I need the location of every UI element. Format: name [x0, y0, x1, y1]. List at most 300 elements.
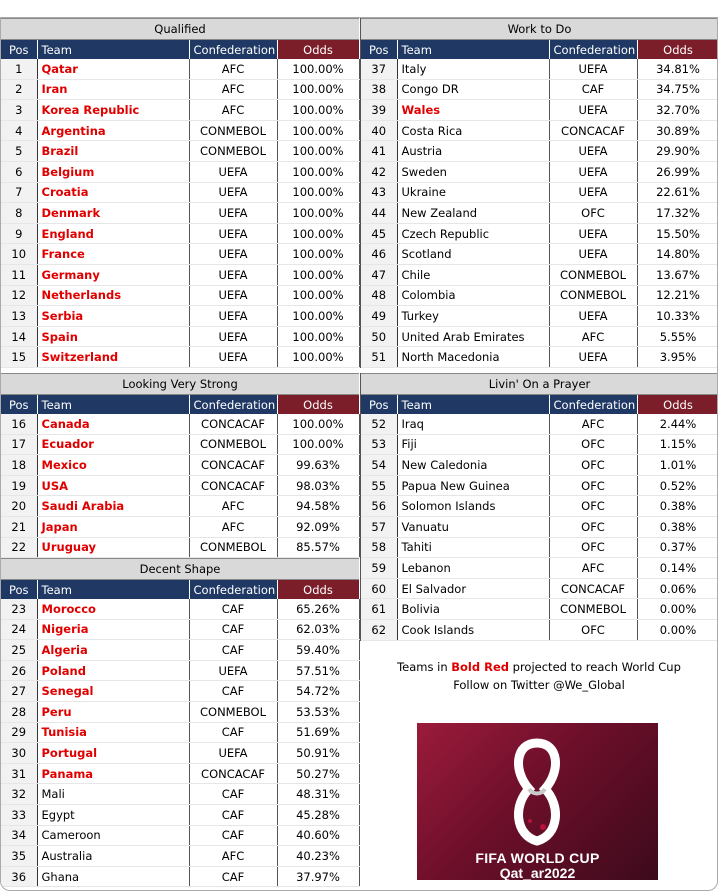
confederation-cell: OFC: [549, 619, 637, 640]
odds-cell: 15.50%: [637, 223, 718, 244]
col-header-team: Team: [37, 40, 189, 59]
confederation-cell: UEFA: [549, 244, 637, 265]
confederation-cell: OFC: [549, 475, 637, 496]
table-row: [1, 347, 359, 368]
team-cell: Colombia: [397, 285, 549, 306]
team-cell: Portugal: [37, 743, 189, 764]
col-header-odds: Odds: [277, 395, 359, 414]
col-header-confederation: Confederation: [549, 40, 637, 59]
table-row: [361, 79, 718, 100]
table-row: [361, 619, 718, 640]
table-row: [361, 558, 718, 579]
confederation-cell: UEFA: [189, 743, 277, 764]
standings-sheet: [0, 17, 718, 891]
confederation-cell: UEFA: [189, 244, 277, 265]
table-row: [361, 347, 718, 368]
odds-cell: 100.00%: [277, 182, 359, 203]
col-header-confederation: Confederation: [189, 40, 277, 59]
table-row: [1, 306, 359, 327]
odds-cell: 50.27%: [277, 763, 359, 784]
team-cell: Serbia: [37, 306, 189, 327]
table-row: [1, 120, 359, 141]
pos-cell: 30: [1, 743, 37, 764]
odds-cell: 85.57%: [277, 537, 359, 558]
pos-cell: 13: [1, 306, 37, 327]
odds-cell: 100.00%: [277, 79, 359, 100]
col-header-team: Team: [397, 395, 549, 414]
team-cell: Ghana: [37, 866, 189, 887]
odds-cell: 0.14%: [637, 558, 718, 579]
odds-cell: 100.00%: [277, 264, 359, 285]
team-cell: Sweden: [397, 161, 549, 182]
panel-qualified: [1, 18, 359, 368]
confederation-cell: CAF: [189, 681, 277, 702]
table-row: [361, 455, 718, 476]
pos-cell: 35: [1, 846, 37, 867]
col-header-confederation: Confederation: [189, 580, 277, 599]
confederation-cell: UEFA: [549, 347, 637, 368]
table-row: [1, 434, 359, 455]
pos-cell: 39: [361, 100, 397, 121]
pos-cell: 40: [361, 120, 397, 141]
team-cell: Germany: [37, 264, 189, 285]
pos-cell: 4: [1, 120, 37, 141]
team-cell: England: [37, 223, 189, 244]
team-cell: Iran: [37, 79, 189, 100]
table-row: [1, 599, 359, 619]
pos-cell: 32: [1, 784, 37, 805]
pos-cell: 52: [361, 414, 397, 434]
col-header-pos: Pos: [361, 395, 397, 414]
confederation-cell: CONCACAF: [189, 475, 277, 496]
table-row: [361, 434, 718, 455]
table-row: [1, 660, 359, 681]
standings-table: [361, 395, 718, 641]
team-cell: Nigeria: [37, 619, 189, 640]
table-row: [1, 681, 359, 702]
header-row: [1, 395, 359, 414]
col-header-team: Team: [37, 580, 189, 599]
confederation-cell: CONMEBOL: [189, 120, 277, 141]
pos-cell: 48: [361, 285, 397, 306]
odds-cell: 1.15%: [637, 434, 718, 455]
table-row: [361, 161, 718, 182]
confederation-cell: UEFA: [189, 285, 277, 306]
confederation-cell: CONMEBOL: [189, 434, 277, 455]
pos-cell: 54: [361, 455, 397, 476]
odds-cell: 100.00%: [277, 141, 359, 162]
odds-cell: 0.52%: [637, 475, 718, 496]
pos-cell: 25: [1, 640, 37, 661]
confederation-cell: OFC: [549, 516, 637, 537]
team-cell: Algeria: [37, 640, 189, 661]
standings-table: [361, 40, 718, 368]
odds-cell: 29.90%: [637, 141, 718, 162]
confederation-cell: UEFA: [189, 161, 277, 182]
team-cell: Czech Republic: [397, 223, 549, 244]
team-cell: USA: [37, 475, 189, 496]
odds-cell: 30.89%: [637, 120, 718, 141]
table-row: [1, 223, 359, 244]
table-row: [361, 578, 718, 599]
pos-cell: 29: [1, 722, 37, 743]
pos-cell: 34: [1, 825, 37, 846]
confederation-cell: AFC: [189, 846, 277, 867]
logo-subtitle: Qat_ar2022: [499, 865, 576, 881]
pos-cell: 62: [361, 619, 397, 640]
table-row: [1, 640, 359, 661]
team-cell: Fiji: [397, 434, 549, 455]
confederation-cell: OFC: [549, 496, 637, 517]
pos-cell: 43: [361, 182, 397, 203]
pos-cell: 41: [361, 141, 397, 162]
odds-cell: 22.61%: [637, 182, 718, 203]
team-cell: Croatia: [37, 182, 189, 203]
team-cell: Cook Islands: [397, 619, 549, 640]
odds-cell: 0.37%: [637, 537, 718, 558]
confederation-cell: AFC: [189, 100, 277, 121]
standings-table: [1, 40, 360, 368]
confederation-cell: CAF: [189, 619, 277, 640]
pos-cell: 45: [361, 223, 397, 244]
confederation-cell: OFC: [549, 203, 637, 224]
pos-cell: 37: [361, 59, 397, 79]
pos-cell: 50: [361, 326, 397, 347]
confederation-cell: CONCACAF: [549, 120, 637, 141]
pos-cell: 31: [1, 763, 37, 784]
odds-cell: 2.44%: [637, 414, 718, 434]
confederation-cell: UEFA: [189, 326, 277, 347]
table-row: [1, 244, 359, 265]
team-cell: Mali: [37, 784, 189, 805]
pos-cell: 18: [1, 455, 37, 476]
col-header-confederation: Confederation: [549, 395, 637, 414]
table-row: [1, 784, 359, 805]
table-row: [361, 516, 718, 537]
col-header-pos: Pos: [1, 580, 37, 599]
odds-cell: 14.80%: [637, 244, 718, 265]
confederation-cell: CAF: [549, 79, 637, 100]
header-row: [1, 580, 359, 599]
pos-cell: 10: [1, 244, 37, 265]
odds-cell: 0.38%: [637, 516, 718, 537]
table-row: [1, 79, 359, 100]
table-row: [1, 825, 359, 846]
table-row: [1, 743, 359, 764]
confederation-cell: UEFA: [549, 100, 637, 121]
legend-post: projected to reach World Cup: [509, 660, 681, 674]
odds-cell: 17.32%: [637, 203, 718, 224]
odds-cell: 100.00%: [277, 203, 359, 224]
odds-cell: 32.70%: [637, 100, 718, 121]
table-row: [1, 701, 359, 722]
table-row: [1, 203, 359, 224]
table-row: [361, 100, 718, 121]
col-header-confederation: Confederation: [189, 395, 277, 414]
confederation-cell: CAF: [189, 722, 277, 743]
table-row: [361, 182, 718, 203]
team-cell: Turkey: [397, 306, 549, 327]
team-cell: Brazil: [37, 141, 189, 162]
odds-cell: 98.03%: [277, 475, 359, 496]
odds-cell: 37.97%: [277, 866, 359, 887]
confederation-cell: AFC: [189, 79, 277, 100]
odds-cell: 1.01%: [637, 455, 718, 476]
table-row: [1, 804, 359, 825]
team-cell: Vanuatu: [397, 516, 549, 537]
table-row: [1, 496, 359, 517]
confederation-cell: CAF: [189, 640, 277, 661]
odds-cell: 100.00%: [277, 347, 359, 368]
odds-cell: 100.00%: [277, 326, 359, 347]
section-title: Looking Very Strong: [1, 373, 359, 395]
team-cell: France: [37, 244, 189, 265]
odds-cell: 100.00%: [277, 414, 359, 434]
team-cell: Spain: [37, 326, 189, 347]
table-row: [361, 599, 718, 620]
table-row: [361, 285, 718, 306]
pos-cell: 2: [1, 79, 37, 100]
confederation-cell: CAF: [189, 866, 277, 887]
team-cell: Panama: [37, 763, 189, 784]
col-header-pos: Pos: [361, 40, 397, 59]
odds-cell: 53.53%: [277, 701, 359, 722]
pos-cell: 59: [361, 558, 397, 579]
confederation-cell: UEFA: [189, 223, 277, 244]
odds-cell: 0.00%: [637, 599, 718, 620]
confederation-cell: CAF: [189, 825, 277, 846]
pos-cell: 28: [1, 701, 37, 722]
pos-cell: 44: [361, 203, 397, 224]
odds-cell: 26.99%: [637, 161, 718, 182]
table-row: [1, 100, 359, 121]
table-row: [361, 59, 718, 79]
team-cell: Tunisia: [37, 722, 189, 743]
section-title: Livin' On a Prayer: [361, 373, 718, 395]
pos-cell: 57: [361, 516, 397, 537]
team-cell: Solomon Islands: [397, 496, 549, 517]
legend-highlight: Bold Red: [451, 660, 509, 674]
table-row: [1, 619, 359, 640]
col-header-odds: Odds: [277, 580, 359, 599]
legend-line-1: [360, 658, 718, 676]
table-row: [1, 455, 359, 476]
logo-title: FIFA WORLD CUP: [475, 850, 600, 866]
confederation-cell: CAF: [189, 784, 277, 805]
standings-table: [1, 580, 360, 887]
team-cell: Ecuador: [37, 434, 189, 455]
table-row: [361, 496, 718, 517]
pos-cell: 21: [1, 516, 37, 537]
odds-cell: 50.91%: [277, 743, 359, 764]
table-row: [1, 516, 359, 537]
odds-cell: 12.21%: [637, 285, 718, 306]
team-cell: Belgium: [37, 161, 189, 182]
team-cell: Tahiti: [397, 537, 549, 558]
team-cell: Korea Republic: [37, 100, 189, 121]
odds-cell: 57.51%: [277, 660, 359, 681]
confederation-cell: OFC: [549, 455, 637, 476]
pos-cell: 12: [1, 285, 37, 306]
odds-cell: 10.33%: [637, 306, 718, 327]
pos-cell: 22: [1, 537, 37, 558]
legend-line-2: Follow on Twitter @We_Global: [453, 678, 625, 692]
team-cell: Mexico: [37, 455, 189, 476]
table-row: [1, 414, 359, 434]
table-row: [1, 722, 359, 743]
odds-cell: 40.60%: [277, 825, 359, 846]
table-row: [1, 182, 359, 203]
team-cell: Poland: [37, 660, 189, 681]
section-title: Decent Shape: [1, 558, 359, 580]
confederation-cell: UEFA: [189, 203, 277, 224]
table-row: [1, 846, 359, 867]
pos-cell: 33: [1, 804, 37, 825]
panel-work-to-do: [360, 18, 718, 368]
col-header-pos: Pos: [1, 395, 37, 414]
pos-cell: 36: [1, 866, 37, 887]
odds-cell: 51.69%: [277, 722, 359, 743]
team-cell: Cameroon: [37, 825, 189, 846]
team-cell: Argentina: [37, 120, 189, 141]
confederation-cell: CAF: [189, 804, 277, 825]
odds-cell: 100.00%: [277, 120, 359, 141]
pos-cell: 55: [361, 475, 397, 496]
pos-cell: 51: [361, 347, 397, 368]
confederation-cell: AFC: [189, 516, 277, 537]
odds-cell: 48.31%: [277, 784, 359, 805]
odds-cell: 0.06%: [637, 578, 718, 599]
col-header-odds: Odds: [637, 395, 718, 414]
team-cell: Iraq: [397, 414, 549, 434]
odds-cell: 100.00%: [277, 223, 359, 244]
team-cell: Canada: [37, 414, 189, 434]
team-cell: Papua New Guinea: [397, 475, 549, 496]
team-cell: Scotland: [397, 244, 549, 265]
confederation-cell: CONMEBOL: [549, 599, 637, 620]
team-cell: Japan: [37, 516, 189, 537]
confederation-cell: OFC: [549, 434, 637, 455]
table-row: [361, 120, 718, 141]
confederation-cell: UEFA: [549, 306, 637, 327]
table-row: [361, 537, 718, 558]
odds-cell: 3.95%: [637, 347, 718, 368]
confederation-cell: UEFA: [549, 161, 637, 182]
confederation-cell: CONCACAF: [189, 414, 277, 434]
odds-cell: 100.00%: [277, 161, 359, 182]
table-row: [1, 866, 359, 887]
pos-cell: 19: [1, 475, 37, 496]
confederation-cell: UEFA: [549, 182, 637, 203]
confederation-cell: CONMEBOL: [189, 537, 277, 558]
table-row: [361, 306, 718, 327]
panel-decent-shape: [1, 558, 359, 887]
odds-cell: 100.00%: [277, 434, 359, 455]
team-cell: New Zealand: [397, 203, 549, 224]
team-cell: Wales: [397, 100, 549, 121]
team-cell: Austria: [397, 141, 549, 162]
team-cell: Morocco: [37, 599, 189, 619]
table-row: [1, 264, 359, 285]
team-cell: Chile: [397, 264, 549, 285]
panel-looking-very-strong: [1, 373, 359, 558]
table-row: [361, 141, 718, 162]
odds-cell: 65.26%: [277, 599, 359, 619]
pos-cell: 24: [1, 619, 37, 640]
team-cell: Denmark: [37, 203, 189, 224]
confederation-cell: CONCACAF: [189, 763, 277, 784]
table-row: [1, 285, 359, 306]
pos-cell: 15: [1, 347, 37, 368]
table-row: [361, 203, 718, 224]
col-header-team: Team: [397, 40, 549, 59]
odds-cell: 13.67%: [637, 264, 718, 285]
confederation-cell: UEFA: [549, 141, 637, 162]
odds-cell: 5.55%: [637, 326, 718, 347]
confederation-cell: UEFA: [189, 660, 277, 681]
legend-note: [360, 658, 718, 694]
table-row: [361, 223, 718, 244]
table-row: [361, 264, 718, 285]
pos-cell: 9: [1, 223, 37, 244]
odds-cell: 59.40%: [277, 640, 359, 661]
col-header-odds: Odds: [637, 40, 718, 59]
col-header-odds: Odds: [277, 40, 359, 59]
confederation-cell: UEFA: [189, 347, 277, 368]
odds-cell: 100.00%: [277, 100, 359, 121]
team-cell: Congo DR: [397, 79, 549, 100]
team-cell: Switzerland: [37, 347, 189, 368]
pos-cell: 49: [361, 306, 397, 327]
odds-cell: 100.00%: [277, 306, 359, 327]
confederation-cell: UEFA: [549, 59, 637, 79]
pos-cell: 60: [361, 578, 397, 599]
pos-cell: 1: [1, 59, 37, 79]
table-row: [1, 326, 359, 347]
pos-cell: 3: [1, 100, 37, 121]
team-cell: Bolivia: [397, 599, 549, 620]
odds-cell: 45.28%: [277, 804, 359, 825]
team-cell: Senegal: [37, 681, 189, 702]
pos-cell: 16: [1, 414, 37, 434]
team-cell: North Macedonia: [397, 347, 549, 368]
confederation-cell: AFC: [189, 59, 277, 79]
confederation-cell: UEFA: [189, 264, 277, 285]
team-cell: Netherlands: [37, 285, 189, 306]
confederation-cell: CONMEBOL: [549, 264, 637, 285]
pos-cell: 61: [361, 599, 397, 620]
pos-cell: 26: [1, 660, 37, 681]
table-row: [1, 763, 359, 784]
team-cell: El Salvador: [397, 578, 549, 599]
team-cell: Peru: [37, 701, 189, 722]
table-row: [1, 475, 359, 496]
confederation-cell: CONMEBOL: [549, 285, 637, 306]
pos-cell: 46: [361, 244, 397, 265]
pos-cell: 11: [1, 264, 37, 285]
pos-cell: 5: [1, 141, 37, 162]
legend-pre: Teams in: [397, 660, 452, 674]
team-cell: Uruguay: [37, 537, 189, 558]
team-cell: Qatar: [37, 59, 189, 79]
confederation-cell: CONCACAF: [189, 455, 277, 476]
section-title: Work to Do: [361, 18, 718, 40]
table-row: [361, 326, 718, 347]
team-cell: United Arab Emirates: [397, 326, 549, 347]
pos-cell: 6: [1, 161, 37, 182]
team-cell: Ukraine: [397, 182, 549, 203]
confederation-cell: AFC: [549, 326, 637, 347]
